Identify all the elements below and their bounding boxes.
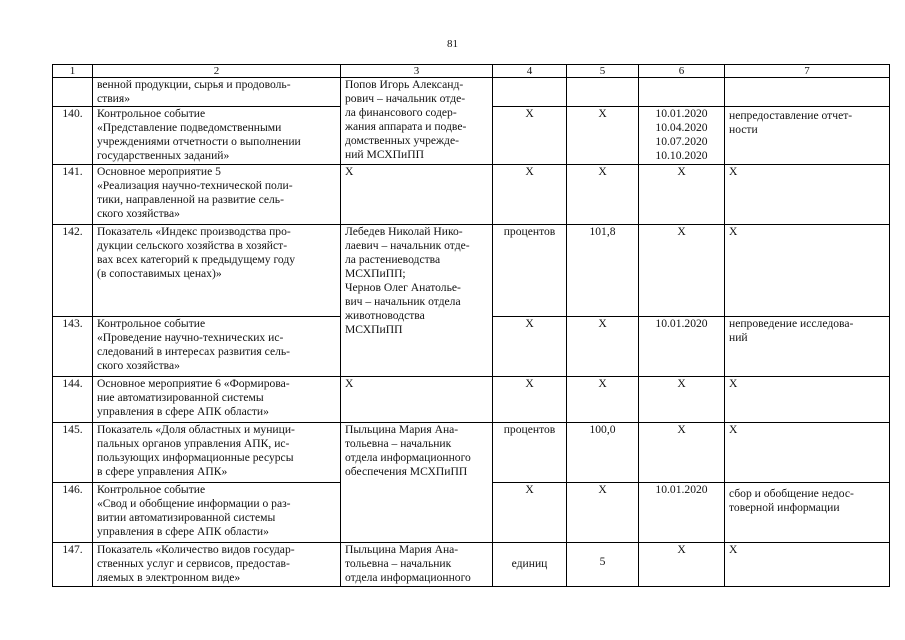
row-col4: Х	[493, 377, 567, 423]
row-col7: непредоставление отчет- ности	[725, 107, 890, 165]
row-name: Показатель «Доля областных и муници- пальных органов управления АПК, ис- пользующих информационные ресурсы в сфере управления АПК»	[93, 423, 341, 483]
row-number: 147.	[53, 543, 93, 587]
table-row	[53, 423, 890, 483]
row-col7: Х	[725, 423, 890, 483]
row-col4: процентов	[493, 225, 567, 317]
row-col5: 5	[567, 543, 639, 587]
row-col6: Х	[639, 225, 725, 317]
row-col3: Пыльцина Мария Ана- тольевна – начальник отдела информационного	[341, 543, 493, 587]
row-col4: Х	[493, 107, 567, 165]
row-name: Показатель «Индекс производства про- дукции сельского хозяйства в хозяйст- вах всех категорий к предыдущему году (в сопоставимых ценах)»	[93, 225, 341, 317]
row-name: Основное мероприятие 5 «Реализация научно-технической поли- тики, направленной на развитие сель- ского хозяйства»	[93, 165, 341, 225]
header-cell-1: 1	[53, 65, 93, 78]
row-number: 141.	[53, 165, 93, 225]
row-name: Контрольное событие «Свод и обобщение информации о раз- витии автоматизированной системы управления в сфере АПК области»	[93, 483, 341, 543]
row-number: 144.	[53, 377, 93, 423]
row-number: 145.	[53, 423, 93, 483]
row-number: 143.	[53, 317, 93, 377]
row-col4: Х	[493, 165, 567, 225]
row-col4: процентов	[493, 423, 567, 483]
row-col6: Х	[639, 165, 725, 225]
row-col4: единиц	[493, 543, 567, 587]
header-row	[53, 65, 890, 78]
row-col7: Х	[725, 377, 890, 423]
row-col7: Х	[725, 543, 890, 587]
table-row	[53, 543, 890, 587]
page-number: 81	[447, 38, 458, 50]
row-col5: 101,8	[567, 225, 639, 317]
plan-table	[52, 64, 890, 587]
header-cell-3: 3	[341, 65, 493, 78]
row-number: 140.	[53, 107, 93, 165]
header-cell-4: 4	[493, 65, 567, 78]
row-col6: Х	[639, 377, 725, 423]
row-col5: Х	[567, 317, 639, 377]
row-col5: Х	[567, 377, 639, 423]
row-number	[53, 78, 93, 107]
row-col7: Х	[725, 225, 890, 317]
header-cell-2: 2	[93, 65, 341, 78]
table-row	[53, 165, 890, 225]
row-col5: Х	[567, 483, 639, 543]
row-col6: 10.01.2020	[639, 317, 725, 377]
responsible-pyltsina: Пыльцина Мария Ана- тольевна – начальник отдела информационного обеспечения МСХПиПП	[341, 423, 493, 543]
row-number: 146.	[53, 483, 93, 543]
row-col5: 100,0	[567, 423, 639, 483]
row-number: 142.	[53, 225, 93, 317]
header-cell-5: 5	[567, 65, 639, 78]
row-col3: Х	[341, 165, 493, 225]
row-name: Основное мероприятие 6 «Формирова- ние автоматизированной системы управления в сфере АПК области»	[93, 377, 341, 423]
row-col5: Х	[567, 107, 639, 165]
row-col7: сбор и обобщение недос- товерной информации	[725, 483, 890, 543]
row-col5: Х	[567, 165, 639, 225]
row-col7: Х	[725, 165, 890, 225]
row-name: венной продукции, сырья и продоволь- ствия»	[93, 78, 341, 107]
row-col4: Х	[493, 483, 567, 543]
row-col6: Х	[639, 543, 725, 587]
row-col3: Х	[341, 377, 493, 423]
row-name: Контрольное событие «Проведение научно-технических ис- следований в интересах развития сель- ского хозяйства»	[93, 317, 341, 377]
responsible-popov: Попов Игорь Александ- рович – начальник отде- ла финансового содер- жания аппарата и подве- домственных учрежде- ний МСХПиПП	[341, 78, 493, 165]
row-col6: 10.01.2020	[639, 483, 725, 543]
row-name: Контрольное событие «Представление подведомственными учреждениями отчетности о выполнении государственных заданий»	[93, 107, 341, 165]
responsible-lebedev: Лебедев Николай Нико- лаевич – начальник отде- ла растениеводства МСХПиПП; Чернов Олег Анатолье- вич – начальник отдела животноводства МСХПиПП	[341, 225, 493, 377]
table-row	[53, 377, 890, 423]
row-col7: непроведение исследова- ний	[725, 317, 890, 377]
row-name: Показатель «Количество видов государ- ственных услуг и сервисов, предостав- ляемых в электронном виде»	[93, 543, 341, 587]
row-col4: Х	[493, 317, 567, 377]
table-row	[53, 78, 890, 107]
row-dates: 10.01.2020 10.04.2020 10.07.2020 10.10.2020	[639, 107, 725, 165]
row-col6: Х	[639, 423, 725, 483]
header-cell-6: 6	[639, 65, 725, 78]
header-cell-7: 7	[725, 65, 890, 78]
table-row	[53, 225, 890, 317]
